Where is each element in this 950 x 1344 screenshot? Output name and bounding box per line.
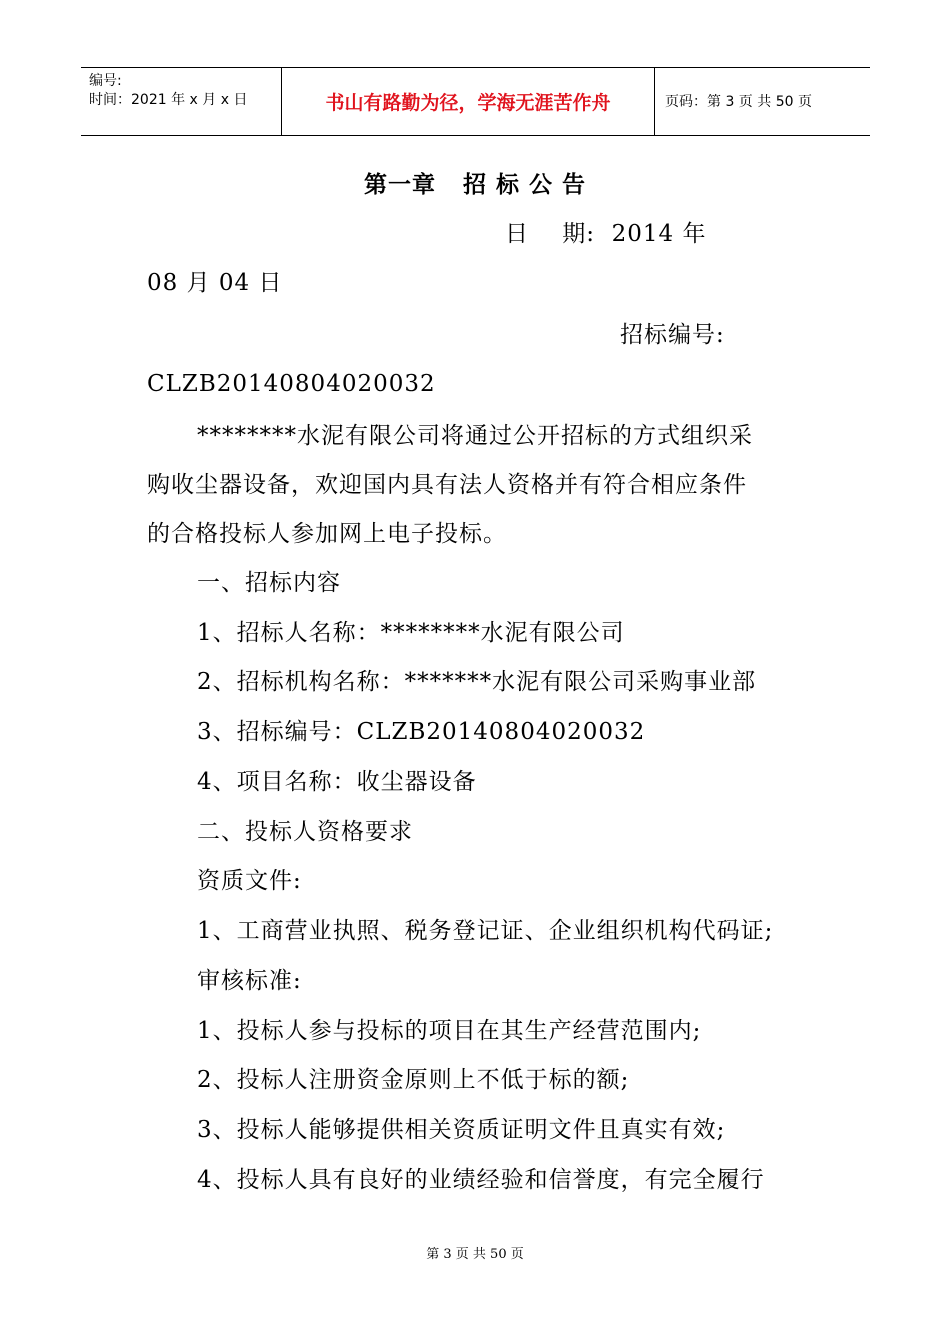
list-item: 1、工商营业执照、税务登记证、企业组织机构代码证;: [197, 918, 774, 944]
intro-paragraph-line: 购收尘器设备，欢迎国内具有法人资格并有符合相应条件: [147, 472, 747, 498]
header-meta-cell: [81, 68, 281, 135]
header-page-code: 页码：第 3 页 共 50 页: [665, 94, 812, 110]
list-item: 2、招标机构名称：*******水泥有限公司采购事业部: [197, 669, 757, 695]
section-heading: 一、招标内容: [197, 570, 341, 596]
document-time-label: 时间：2021 年 x 月 x 日: [89, 92, 248, 108]
list-item: 2、投标人注册资金原则上不低于标的额;: [197, 1067, 630, 1093]
list-item: 4、项目名称：收尘器设备: [197, 769, 477, 795]
list-item: 4、投标人具有良好的业绩经验和信誉度，有完全履行: [197, 1167, 765, 1193]
date-line-continued: 08 月 04 日: [147, 270, 283, 296]
subsection-label: 资质文件:: [197, 868, 302, 894]
chapter-title: 第一章 招 标 公 告: [363, 172, 587, 198]
intro-paragraph-line: ********水泥有限公司将通过公开招标的方式组织采: [197, 423, 753, 449]
intro-paragraph-line: 的合格投标人参加网上电子投标。: [147, 521, 507, 547]
document-number-label: 编号:: [89, 73, 122, 89]
section-heading: 二、投标人资格要求: [197, 819, 413, 845]
header-page-cell: [655, 68, 870, 135]
bid-number-value: CLZB20140804020032: [147, 371, 436, 397]
page-footer: 第 3 页 共 50 页: [426, 1247, 524, 1262]
list-item: 1、投标人参与投标的项目在其生产经营范围内;: [197, 1018, 702, 1044]
header-motto: 书山有路勤为径，学海无涯苦作舟: [325, 92, 611, 114]
list-item: 3、投标人能够提供相关资质证明文件且真实有效;: [197, 1117, 726, 1143]
bid-number-label: 招标编号:: [620, 322, 725, 348]
document-header: [81, 67, 870, 136]
list-item: 3、招标编号：CLZB20140804020032: [197, 719, 646, 745]
subsection-label: 审核标准:: [197, 968, 302, 994]
header-motto-cell: [281, 68, 655, 135]
date-line: 日 期: 2014 年: [505, 221, 707, 247]
list-item: 1、招标人名称：********水泥有限公司: [197, 620, 625, 646]
